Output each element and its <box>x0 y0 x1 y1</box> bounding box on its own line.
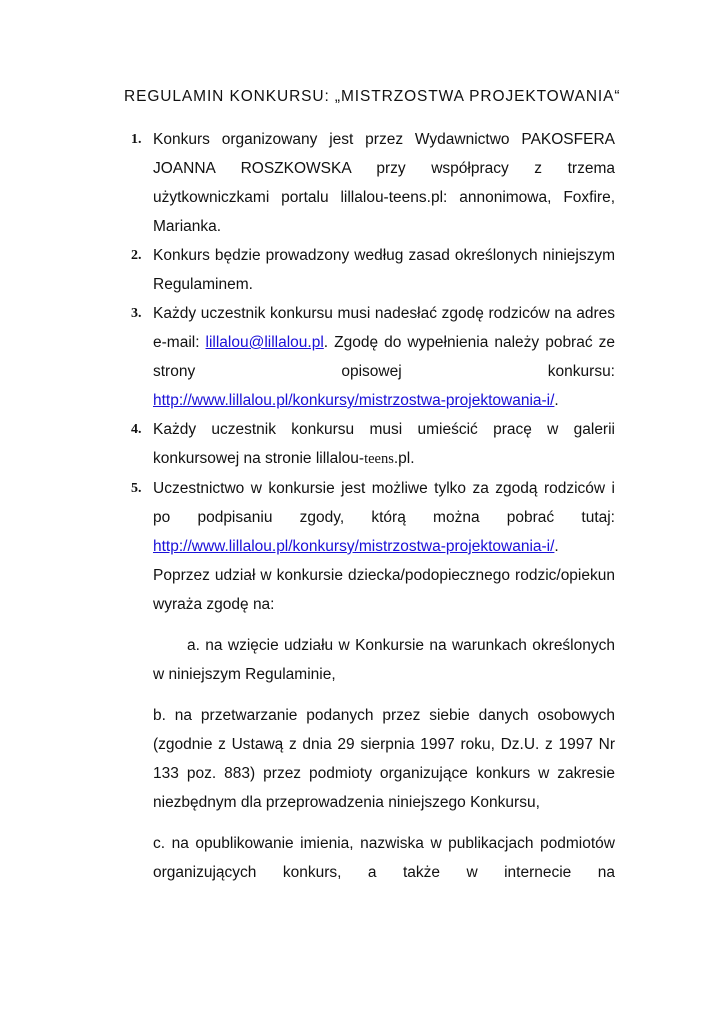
rule-item-2 <box>131 241 615 299</box>
rule-number: 5. <box>131 481 142 496</box>
rule-number: 2. <box>131 248 142 263</box>
rule-text: Każdy uczestnik konkursu musi nadesłać zgodę rodziców na adres e-mail: <box>153 305 615 351</box>
rule-item-4 <box>131 415 615 474</box>
document-title: REGULAMIN KONKURSU: „MISTRZOSTWA PROJEKTOWANIA“ <box>124 88 621 105</box>
consent-sub-item-a: a. na wzięcie udziału w Konkursie na warunkach określonych w niniejszym Regulaminie, <box>153 637 615 683</box>
email-link[interactable]: lillalou@lillalou.pl <box>205 334 324 351</box>
rule-text-serif: teens <box>364 451 394 467</box>
rule-text: . <box>554 392 559 409</box>
rule-text: Konkurs organizowany jest przez Wydawnictwo PAKOSFERA JOANNA ROSZKOWSKA przy współpracy z trzema użytkowniczkami portalu lillalou-teens.pl: annonimowa, Foxfire, Marianka. <box>153 131 615 235</box>
rule-text: . <box>554 538 559 555</box>
consent-sub-item-b: b. na przetwarzanie podanych przez siebie danych osobowych (zgodnie z Ustawą z dnia 29 sierpnia 1997 roku, Dz.U. z 1997 Nr 133 poz. 883) przez podmioty organizujące konkurs w zakresie niezbędnym dla przeprowadzenia niniejszego Konkursu, <box>153 707 615 811</box>
rules-list <box>131 125 615 887</box>
consent-form-link[interactable]: http://www.lillalou.pl/konkursy/mistrzostwa-projektowania-i/ <box>153 392 555 409</box>
rule-item-3 <box>131 299 615 415</box>
rule-number: 4. <box>131 422 142 437</box>
consent-intro: Poprzez udział w konkursie dziecka/podopiecznego rodzic/opiekun wyraża zgodę na: <box>153 567 615 613</box>
consent-sub-item-c: c. na opublikowanie imienia, nazwiska w publikacjach podmiotów organizujących konkurs, a także w internecie na <box>153 835 615 881</box>
rule-paragraph <box>153 474 615 561</box>
rule-text: Uczestnictwo w konkursie jest możliwe tylko za zgodą rodziców i po podpisaniu zgody, którą można pobrać tutaj: <box>153 480 615 526</box>
consent-download-link[interactable]: http://www.lillalou.pl/konkursy/mistrzostwa-projektowania-i/ <box>153 538 555 555</box>
rule-text: .pl. <box>393 450 415 467</box>
rule-number: 3. <box>131 306 142 321</box>
rule-text: Każdy uczestnik konkursu musi umieścić pracę w galerii konkursowej na stronie lillalou- <box>153 421 615 467</box>
rule-text: Konkurs będzie prowadzony według zasad określonych niniejszym Regulaminem. <box>153 247 615 293</box>
rule-item-5 <box>131 474 615 887</box>
rule-item-1 <box>131 125 615 241</box>
rule-number: 1. <box>131 132 142 147</box>
rule-text: . Zgodę do wypełnienia należy pobrać ze strony opisowej konkursu: <box>153 334 615 380</box>
